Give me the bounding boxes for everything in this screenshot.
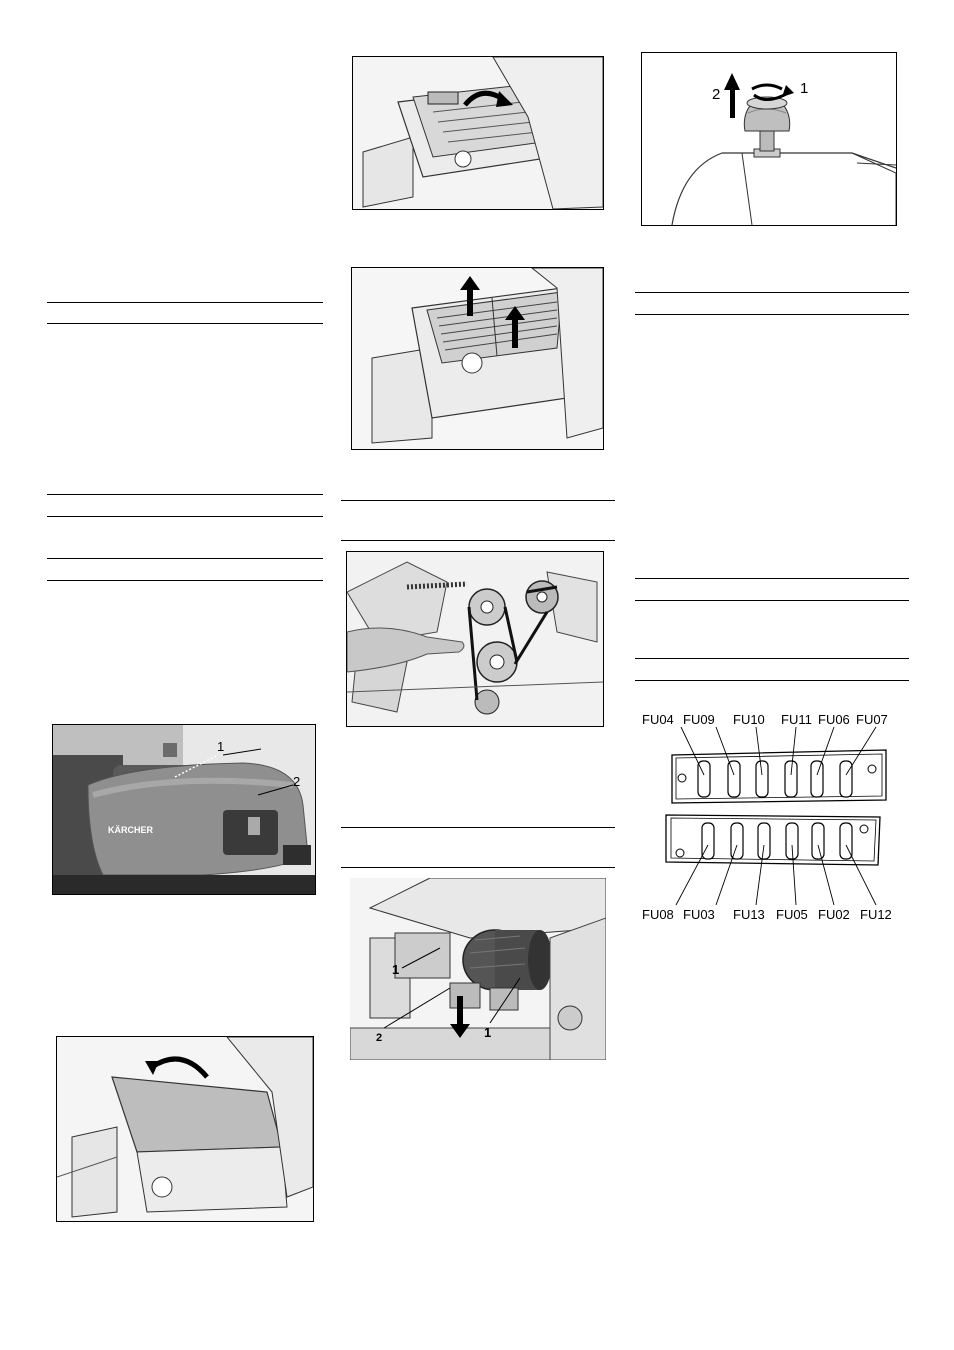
- section-rule: [635, 292, 909, 293]
- callout-1: 1: [484, 1025, 492, 1040]
- callout-2: 2: [293, 774, 301, 789]
- figure-air-filter: [350, 878, 606, 1060]
- section-rule: [341, 867, 615, 868]
- filter-lift-illustration: [352, 268, 603, 449]
- figure-vent-valve: [641, 52, 897, 226]
- fuse-label-bottom: FU12: [860, 907, 892, 922]
- brand-logo-text: KÄRCHER: [108, 825, 153, 835]
- section-rule: [635, 578, 909, 579]
- figure-sweeper-exterior: [52, 724, 316, 895]
- fuse-label-bottom: FU08: [642, 907, 674, 922]
- callout-1: 1: [392, 962, 400, 977]
- callout-1: 1: [217, 739, 225, 754]
- vbelt-illustration: [347, 552, 603, 726]
- section-rule: [47, 302, 323, 303]
- section-rule: [635, 600, 909, 601]
- fuse-label-top: FU06: [818, 712, 850, 727]
- fuse-label-top: FU11: [781, 712, 812, 727]
- filter-lid-illustration: [353, 57, 603, 209]
- section-rule: [635, 658, 909, 659]
- callout-2: 2: [376, 1032, 383, 1044]
- figure-vbelt: [346, 551, 604, 727]
- callout-2: 2: [712, 86, 721, 103]
- figure-engine-hood: [56, 1036, 314, 1222]
- fuse-label-bottom: FU03: [683, 907, 715, 922]
- fuse-label-top: FU07: [856, 712, 888, 727]
- figure-filter-lid: [352, 56, 604, 210]
- section-rule: [47, 323, 323, 324]
- section-rule: [341, 500, 615, 501]
- fuse-label-bottom: FU02: [818, 907, 850, 922]
- callout-1: 1: [800, 80, 809, 97]
- air-filter-illustration: [350, 878, 606, 1060]
- section-rule: [47, 516, 323, 517]
- figure-filter-lift: [351, 267, 604, 450]
- fuse-label-bottom: FU05: [776, 907, 808, 922]
- section-rule: [341, 827, 615, 828]
- sweeper-photo: [53, 725, 315, 894]
- fuse-panel-diagram: [636, 705, 906, 930]
- fuse-label-top: FU10: [733, 712, 765, 727]
- section-rule: [47, 580, 323, 581]
- vent-valve-illustration: [642, 53, 896, 225]
- fuse-label-top: FU09: [683, 712, 715, 727]
- section-rule: [47, 558, 323, 559]
- engine-hood-illustration: [57, 1037, 313, 1221]
- section-rule: [635, 314, 909, 315]
- section-rule: [47, 494, 323, 495]
- section-rule: [341, 540, 615, 541]
- section-rule: [635, 680, 909, 681]
- fuse-label-top: FU04: [642, 712, 674, 727]
- fuse-label-bottom: FU13: [733, 907, 765, 922]
- fuse-panel-drawing: [636, 705, 906, 930]
